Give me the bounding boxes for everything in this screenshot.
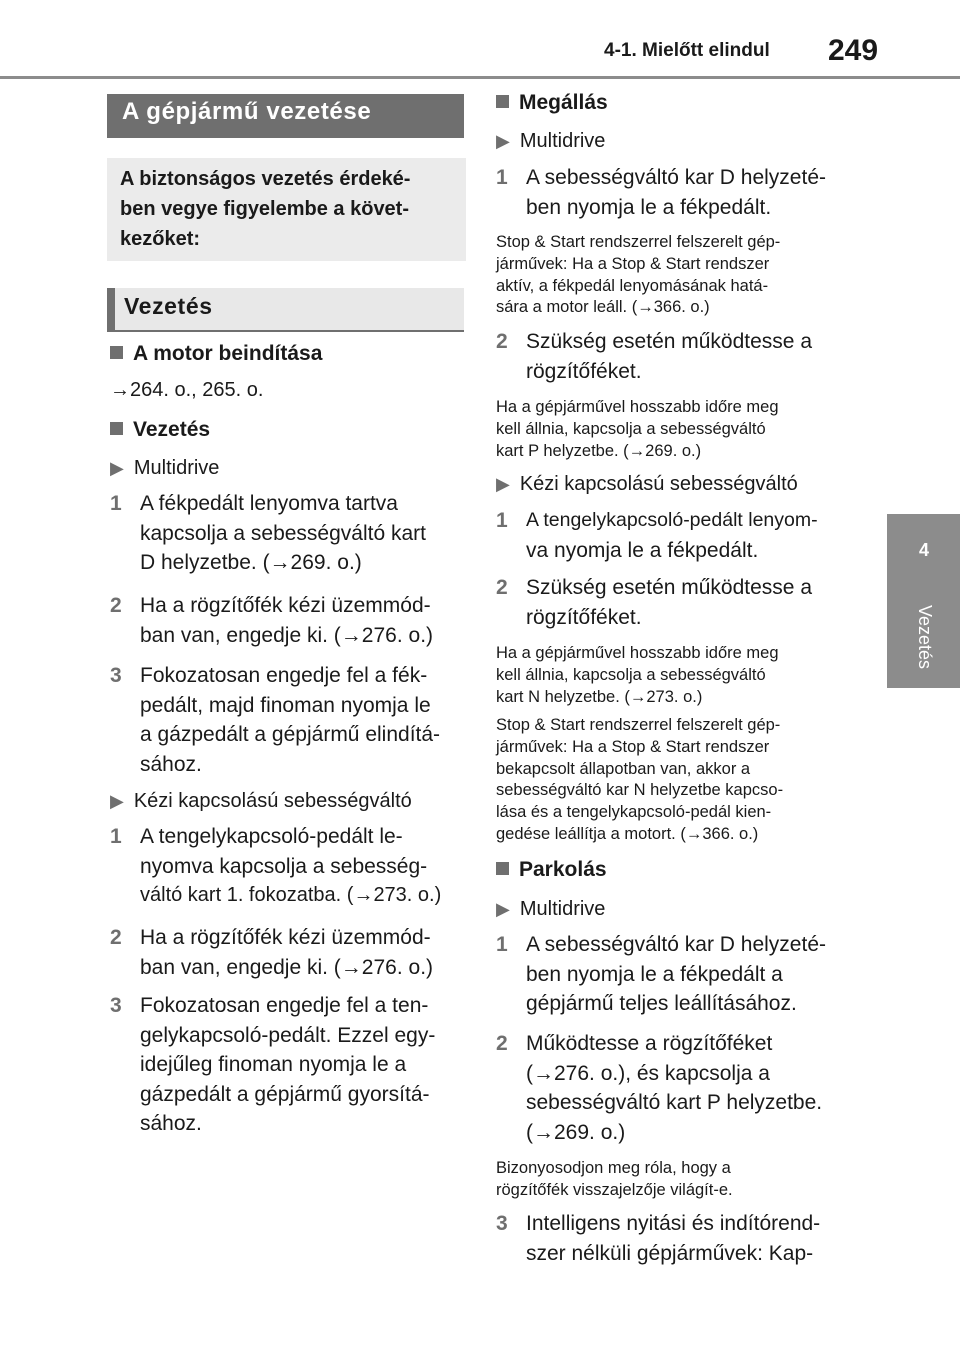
drive-heading-text: Vezetés: [133, 418, 211, 441]
note-line: rögzítőfék visszajelzője világít-e.: [496, 1180, 733, 1199]
intro-line: kezőket:: [120, 228, 201, 250]
step-text: [526, 506, 866, 565]
step-line: pedált, majd finoman nyomja le: [140, 693, 431, 717]
note-line: kart N helyzetbe. (→273. o.): [496, 687, 703, 706]
note-park-n: [496, 643, 779, 708]
stop-heading-text: Megállás: [519, 91, 608, 114]
step-text: [526, 930, 866, 1019]
step-number: 2: [496, 576, 508, 599]
note-line: járművek: Ha a Stop & Start rendszer: [496, 737, 770, 756]
step-line: nyomva kapcsolja a sebesség-: [140, 854, 428, 878]
step-line: (→276. o.), és kapcsolja a: [526, 1061, 770, 1085]
step-line: ben nyomja le a fékpedált a: [526, 962, 783, 986]
step-line: Szükség esetén működtesse a: [526, 576, 813, 599]
step-line: A tengelykapcsoló-pedált lenyom-: [526, 509, 818, 531]
step-line: Fokozatosan engedje fel a fék-: [140, 664, 428, 687]
note-line: Stop & Start rendszerrel felszerelt gép-: [496, 716, 781, 734]
square-bullet-icon: [496, 95, 509, 108]
section-header: 4-1. Mielőtt elindul: [604, 40, 770, 61]
note-line: Ha a gépjárművel hosszabb időre meg: [496, 644, 779, 662]
manual-text: Kézi kapcsolású sebességváltó: [133, 790, 412, 812]
step-line: Működtesse a rögzítőféket: [526, 1032, 773, 1055]
section-bar: [107, 288, 115, 330]
step-text: [526, 163, 866, 222]
drive-heading: [110, 418, 210, 442]
step-line: váltó kart 1. fokozatba. (→273. o.): [140, 884, 442, 907]
step-number: 3: [110, 994, 122, 1017]
step-line: A sebességváltó kar D helyzeté-: [526, 166, 826, 189]
square-bullet-icon: [496, 862, 509, 875]
triangle-bullet-icon: ▶: [110, 791, 124, 811]
step-text: [140, 661, 480, 779]
step-line: (→269. o.): [526, 1120, 626, 1144]
step-line: gépjármű teljes leállításához.: [526, 992, 797, 1016]
header-rule: [0, 76, 960, 79]
note-line: Ha a gépjárművel hosszabb időre meg: [496, 398, 779, 416]
triangle-bullet-icon: ▶: [496, 131, 510, 151]
note-stop-start-manual: [496, 715, 783, 846]
step-line: sához.: [140, 752, 202, 776]
step-text: [140, 489, 480, 578]
intro-line: ben vegye figyelembe a követ-: [120, 198, 410, 220]
note-line: aktív, a fékpedál lenyomásának hatá-: [496, 276, 769, 295]
step-number: 3: [496, 1212, 508, 1235]
multidrive-text: Multidrive: [133, 457, 220, 479]
note-line: lása és a tengelykapcsoló-pedál kien-: [496, 803, 772, 822]
intro-box-text: [120, 164, 452, 254]
start-heading-text: A motor beindítása: [133, 342, 323, 365]
step-line: Fokozatosan engedje fel a ten-: [140, 994, 429, 1017]
step-line: A tengelykapcsoló-pedált le-: [140, 825, 403, 848]
manual-text: Kézi kapcsolású sebességváltó: [519, 473, 798, 495]
note-stop-start: [496, 232, 780, 319]
step-line: D helyzetbe. (→269. o.): [140, 551, 362, 575]
multidrive-label: [110, 457, 219, 480]
step-line: Ha a rögzítőfék kézi üzemmód-: [140, 926, 431, 949]
park-heading-text: Parkolás: [519, 858, 607, 881]
step-number: 1: [496, 166, 508, 189]
multidrive-text: Multidrive: [519, 898, 606, 920]
note-line: sára a motor leáll. (→366. o.): [496, 298, 710, 317]
step-line: gelykapcsoló-pedált. Ezzel egy-: [140, 1023, 436, 1047]
step-line: ban van, engedje ki. (→276. o.): [140, 955, 434, 979]
step-number: 1: [496, 509, 508, 532]
step-number: 2: [496, 330, 508, 353]
step-line: Ha a rögzítőfék kézi üzemmód-: [140, 594, 431, 617]
step-line: sához.: [140, 1112, 202, 1136]
note-line: kart P helyzetbe. (→269. o.): [496, 441, 702, 460]
step-line: sebességváltó kart P helyzetbe.: [526, 1091, 823, 1115]
park-heading: [496, 858, 607, 882]
step-text: [526, 327, 866, 386]
note-park-p: [496, 397, 779, 462]
start-heading: [110, 342, 322, 366]
step-line: Szükség esetén működtesse a: [526, 330, 813, 353]
chapter-number: 4: [918, 540, 929, 560]
step-number: 1: [110, 492, 122, 515]
note-line: gedése leállítja a motort. (→366. o.): [496, 824, 759, 843]
manual-label: [496, 473, 798, 496]
step-text: [140, 991, 480, 1139]
stop-heading: [496, 91, 608, 115]
square-bullet-icon: [110, 346, 123, 359]
step-line: ben nyomja le a fékpedált.: [526, 195, 772, 219]
step-line: szer nélküli gépjárművek: Kap-: [526, 1241, 814, 1265]
note-line: Bizonyosodjon meg róla, hogy a: [496, 1159, 731, 1177]
step-line: kapcsolja a sebességváltó kart: [140, 521, 426, 545]
multidrive-label: [496, 130, 605, 153]
step-text: [140, 822, 480, 911]
step-number: 1: [496, 933, 508, 956]
step-line: a gázpedált a gépjármű elindítá-: [140, 723, 441, 747]
triangle-bullet-icon: ▶: [110, 458, 124, 478]
step-line: Intelligens nyitási és indítórend-: [526, 1212, 821, 1235]
note-indicator: [496, 1158, 733, 1202]
step-number: 2: [496, 1032, 508, 1055]
step-text: [526, 573, 866, 632]
step-number: 2: [110, 926, 122, 949]
note-line: sebességváltó kar N helyzetbe kapcso-: [496, 781, 784, 800]
note-line: járművek: Ha a Stop & Start rendszer: [496, 254, 770, 273]
step-line: gázpedált a gépjármű gyorsítá-: [140, 1082, 430, 1106]
multidrive-text: Multidrive: [519, 130, 606, 152]
triangle-bullet-icon: ▶: [496, 474, 510, 494]
step-number: 1: [110, 825, 122, 848]
step-line: rögzítőféket.: [526, 359, 642, 383]
start-ref: →264. o., 265. o.: [110, 379, 264, 401]
step-text: [526, 1209, 866, 1268]
step-text: [140, 591, 480, 650]
title-box-text: A gépjármű vezetése: [122, 98, 372, 125]
note-line: bekapcsolt állapotban van, akkor a: [496, 759, 751, 778]
section-title: Vezetés: [124, 293, 213, 319]
step-line: A fékpedált lenyomva tartva: [140, 492, 398, 515]
step-number: 3: [110, 664, 122, 687]
step-line: idejűleg finoman nyomja le a: [140, 1053, 407, 1077]
step-text: [526, 1029, 866, 1147]
note-line: kell állnia, kapcsolja a sebességváltó: [496, 665, 766, 684]
note-line: Stop & Start rendszerrel felszerelt gép-: [496, 233, 781, 251]
section-underline: [107, 330, 464, 332]
page-number: 249: [828, 34, 879, 67]
step-line: rögzítőféket.: [526, 605, 642, 629]
step-line: ban van, engedje ki. (→276. o.): [140, 623, 434, 647]
multidrive-label: [496, 898, 605, 921]
note-line: kell állnia, kapcsolja a sebességváltó: [496, 419, 766, 438]
step-text: [140, 923, 480, 982]
step-line: A sebességváltó kar D helyzeté-: [526, 933, 826, 956]
square-bullet-icon: [110, 422, 123, 435]
chapter-label: Vezetés: [915, 605, 935, 670]
intro-line: A biztonságos vezetés érdeké-: [120, 168, 411, 190]
step-number: 2: [110, 594, 122, 617]
step-line: va nyomja le a fékpedált.: [526, 538, 759, 562]
manual-label: [110, 790, 412, 813]
triangle-bullet-icon: ▶: [496, 899, 510, 919]
